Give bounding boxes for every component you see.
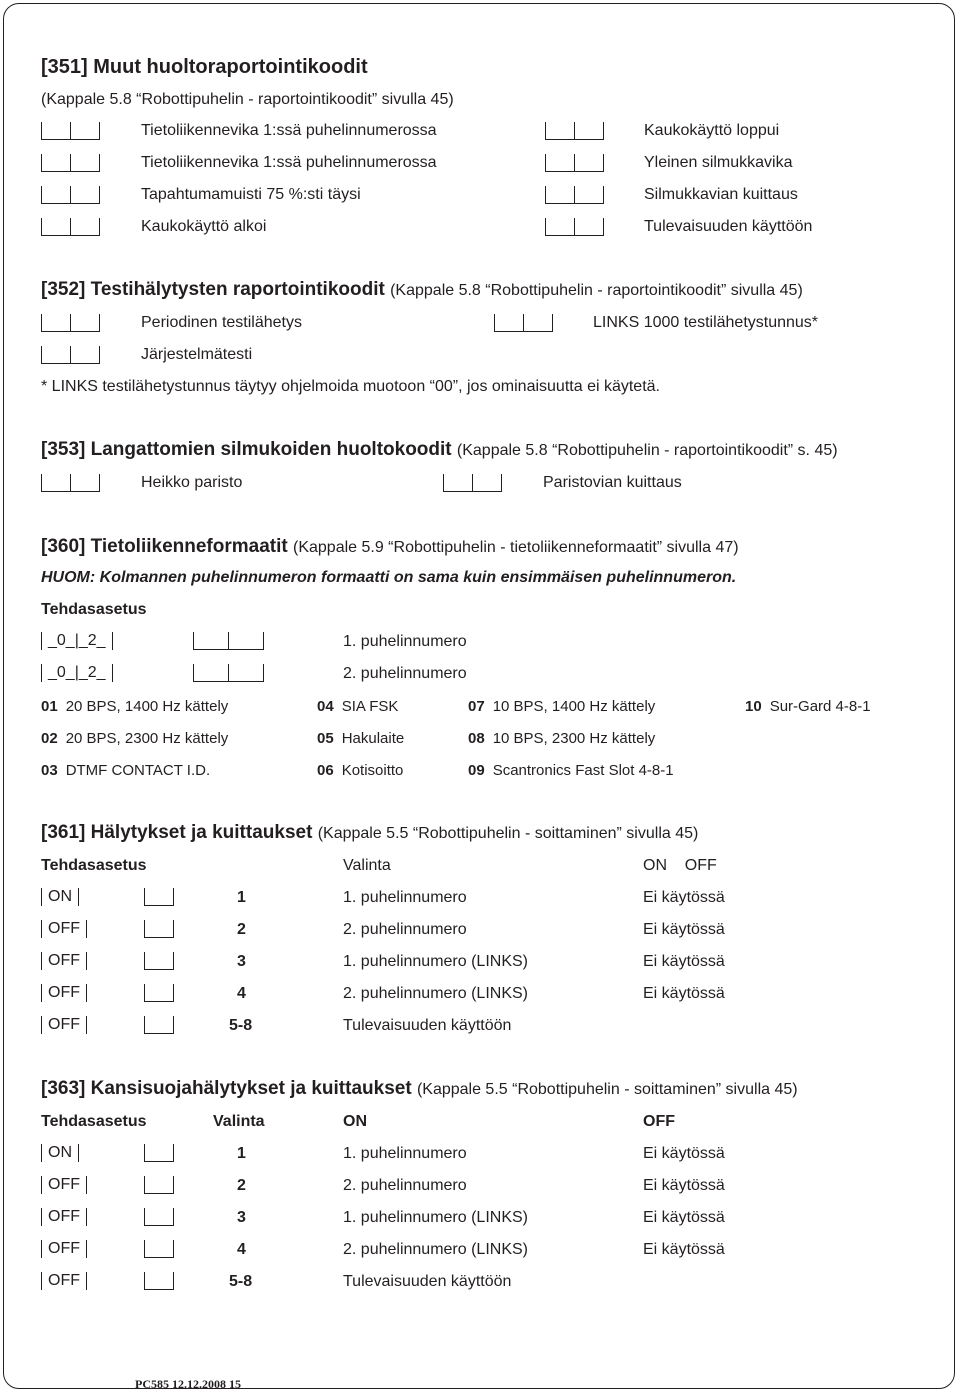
default-value-box: ON xyxy=(41,1144,79,1162)
code-entry-box[interactable] xyxy=(41,314,100,332)
option-label: 2. puhelinnumero xyxy=(343,1177,467,1194)
format-entry-box[interactable] xyxy=(193,632,264,650)
option-label: 2. puhelinnumero xyxy=(343,921,467,938)
phone-number-label: 1. puhelinnumero xyxy=(343,633,467,650)
option-entry-box[interactable] xyxy=(144,1240,174,1258)
option-number: 5-8 xyxy=(229,1273,253,1290)
section-363-heading xyxy=(41,1079,798,1100)
code-label: Tapahtumamuisti 75 %:sti täysi xyxy=(141,186,361,203)
option-entry-box[interactable] xyxy=(144,1208,174,1226)
column-header-default: Tehdasasetus xyxy=(41,857,147,874)
option-label: 2. puhelinnumero (LINKS) xyxy=(343,985,528,1002)
option-entry-box[interactable] xyxy=(144,984,174,1002)
option-label: 1. puhelinnumero xyxy=(343,889,467,906)
code-entry-box[interactable] xyxy=(545,186,604,204)
code-label: Tietoliikennevika 1:ssä puhelinnumerossa xyxy=(141,122,437,139)
format-option: 04 SIA FSK xyxy=(317,698,399,715)
code-entry-box[interactable] xyxy=(494,314,553,332)
option-off-label: Ei käytössä xyxy=(643,1209,725,1226)
format-entry-box[interactable] xyxy=(193,664,264,682)
format-option: 03 DTMF CONTACT I.D. xyxy=(41,762,211,779)
format-option: 02 20 BPS, 2300 Hz kättely xyxy=(41,730,229,747)
option-number: 1 xyxy=(237,1145,246,1162)
section-351-title: [351] Muut huoltoraportointikoodit xyxy=(41,56,368,78)
code-label: Periodinen testilähetys xyxy=(141,314,302,331)
default-value-box: OFF xyxy=(41,1016,87,1034)
code-entry-box[interactable] xyxy=(545,218,604,236)
option-entry-box[interactable] xyxy=(144,952,174,970)
default-value-box: OFF xyxy=(41,952,87,970)
option-off-label: Ei käytössä xyxy=(643,985,725,1002)
option-entry-box[interactable] xyxy=(144,1176,174,1194)
option-off-label: Ei käytössä xyxy=(643,1241,725,1258)
option-number: 1 xyxy=(237,889,246,906)
code-entry-box[interactable] xyxy=(41,154,100,172)
option-entry-box[interactable] xyxy=(144,1016,174,1034)
option-off-label: Ei käytössä xyxy=(643,1177,725,1194)
code-label: Kaukokäyttö loppui xyxy=(644,122,780,139)
section-363-ref: (Kappale 5.5 “Robottipuhelin - soittaminen” sivulla 45) xyxy=(416,1081,798,1098)
section-352-heading xyxy=(41,280,803,301)
option-off-label: Ei käytössä xyxy=(643,889,725,906)
option-off-label: Ei käytössä xyxy=(643,921,725,938)
option-number: 2 xyxy=(237,921,246,938)
option-off-label: Ei käytössä xyxy=(643,953,725,970)
section-360-ref: (Kappale 5.9 “Robottipuhelin - tietoliikenneformaatit” sivulla 47) xyxy=(293,539,739,556)
code-entry-box[interactable] xyxy=(41,218,100,236)
section-351-ref: (Kappale 5.8 “Robottipuhelin - raportointikoodit” sivulla 45) xyxy=(41,91,454,108)
default-value-box: OFF xyxy=(41,1240,87,1258)
default-value-box: OFF xyxy=(41,1272,87,1290)
section-353-title: [353] Langattomien silmukoiden huoltokoodit xyxy=(41,439,452,460)
column-header-choice: Valinta xyxy=(213,1113,265,1130)
section-360-title: [360] Tietoliikenneformaatit xyxy=(41,536,288,557)
section-352-title: [352] Testihälytysten raportointikoodit xyxy=(41,279,385,300)
code-label: Tietoliikennevika 1:ssä puhelinnumerossa xyxy=(141,154,437,171)
option-entry-box[interactable] xyxy=(144,888,174,906)
option-number: 4 xyxy=(237,985,246,1002)
format-option: 09 Scantronics Fast Slot 4-8-1 xyxy=(468,762,674,779)
code-entry-box[interactable] xyxy=(545,122,604,140)
format-option: 07 10 BPS, 1400 Hz kättely xyxy=(468,698,656,715)
section-353-heading xyxy=(41,440,838,461)
option-label: 1. puhelinnumero (LINKS) xyxy=(343,1209,528,1226)
option-label: 1. puhelinnumero xyxy=(343,1145,467,1162)
code-label: Heikko paristo xyxy=(141,474,243,491)
code-label: Paristovian kuittaus xyxy=(543,474,682,491)
default-value-box: _0_|_2_ xyxy=(41,664,113,682)
default-value-box: OFF xyxy=(41,1208,87,1226)
format-option: 06 Kotisoitto xyxy=(317,762,404,779)
section-361-heading xyxy=(41,823,698,844)
option-label: Tulevaisuuden käyttöön xyxy=(343,1017,512,1034)
column-header-default: Tehdasasetus xyxy=(41,1113,147,1130)
page-footer: PC585 12.12.2008 15 xyxy=(135,1377,241,1391)
default-value-box: ON xyxy=(41,888,79,906)
format-option: 08 10 BPS, 2300 Hz kättely xyxy=(468,730,656,747)
option-label: 2. puhelinnumero (LINKS) xyxy=(343,1241,528,1258)
code-entry-box[interactable] xyxy=(443,474,502,492)
column-header-on: ON xyxy=(343,1113,367,1130)
section-352-note: * LINKS testilähetystunnus täytyy ohjelmoida muotoon “00”, jos ominaisuutta ei käytetä. xyxy=(41,378,660,395)
section-353-ref: (Kappale 5.8 “Robottipuhelin - raportointikoodit” s. 45) xyxy=(456,442,838,459)
option-number: 2 xyxy=(237,1177,246,1194)
column-header-choice: Valinta xyxy=(343,857,391,874)
option-entry-box[interactable] xyxy=(144,1144,174,1162)
code-entry-box[interactable] xyxy=(41,186,100,204)
code-label: LINKS 1000 testilähetystunnus* xyxy=(593,314,819,331)
option-number: 3 xyxy=(237,1209,246,1226)
code-label: Silmukkavian kuittaus xyxy=(644,186,798,203)
default-value-box: OFF xyxy=(41,920,87,938)
option-label: Tulevaisuuden käyttöön xyxy=(343,1273,512,1290)
option-entry-box[interactable] xyxy=(144,920,174,938)
format-option: 01 20 BPS, 1400 Hz kättely xyxy=(41,698,229,715)
default-value-box: _0_|_2_ xyxy=(41,632,113,650)
code-label: Tulevaisuuden käyttöön xyxy=(644,218,813,235)
section-352-ref: (Kappale 5.8 “Robottipuhelin - raportointikoodit” sivulla 45) xyxy=(390,282,803,299)
code-label: Järjestelmätesti xyxy=(141,346,253,363)
option-number: 3 xyxy=(237,953,246,970)
section-361-ref: (Kappale 5.5 “Robottipuhelin - soittaminen” sivulla 45) xyxy=(317,825,699,842)
option-number: 4 xyxy=(237,1241,246,1258)
code-label: Kaukokäyttö alkoi xyxy=(141,218,267,235)
code-label: Yleinen silmukkavika xyxy=(644,154,793,171)
code-entry-box[interactable] xyxy=(41,122,100,140)
section-361-title: [361] Hälytykset ja kuittaukset xyxy=(41,822,313,843)
option-label: 1. puhelinnumero (LINKS) xyxy=(343,953,528,970)
format-option: 05 Hakulaite xyxy=(317,730,405,747)
section-360-heading xyxy=(41,537,739,558)
format-option: 10 Sur-Gard 4-8-1 xyxy=(745,698,871,715)
code-entry-box[interactable] xyxy=(41,346,100,364)
section-363-title: [363] Kansisuojahälytykset ja kuittaukset xyxy=(41,1078,412,1099)
option-entry-box[interactable] xyxy=(144,1272,174,1290)
option-number: 5-8 xyxy=(229,1017,253,1034)
default-label: Tehdasasetus xyxy=(41,601,147,618)
section-360-note: HUOM: Kolmannen puhelinnumeron formaatti on sama kuin ensimmäisen puhelinnumeron. xyxy=(41,569,737,586)
column-header-off: OFF xyxy=(643,1113,675,1130)
code-entry-box[interactable] xyxy=(41,474,100,492)
default-value-box: OFF xyxy=(41,984,87,1002)
column-header-on: ON OFF xyxy=(643,857,717,874)
option-off-label: Ei käytössä xyxy=(643,1145,725,1162)
default-value-box: OFF xyxy=(41,1176,87,1194)
phone-number-label: 2. puhelinnumero xyxy=(343,665,467,682)
code-entry-box[interactable] xyxy=(545,154,604,172)
